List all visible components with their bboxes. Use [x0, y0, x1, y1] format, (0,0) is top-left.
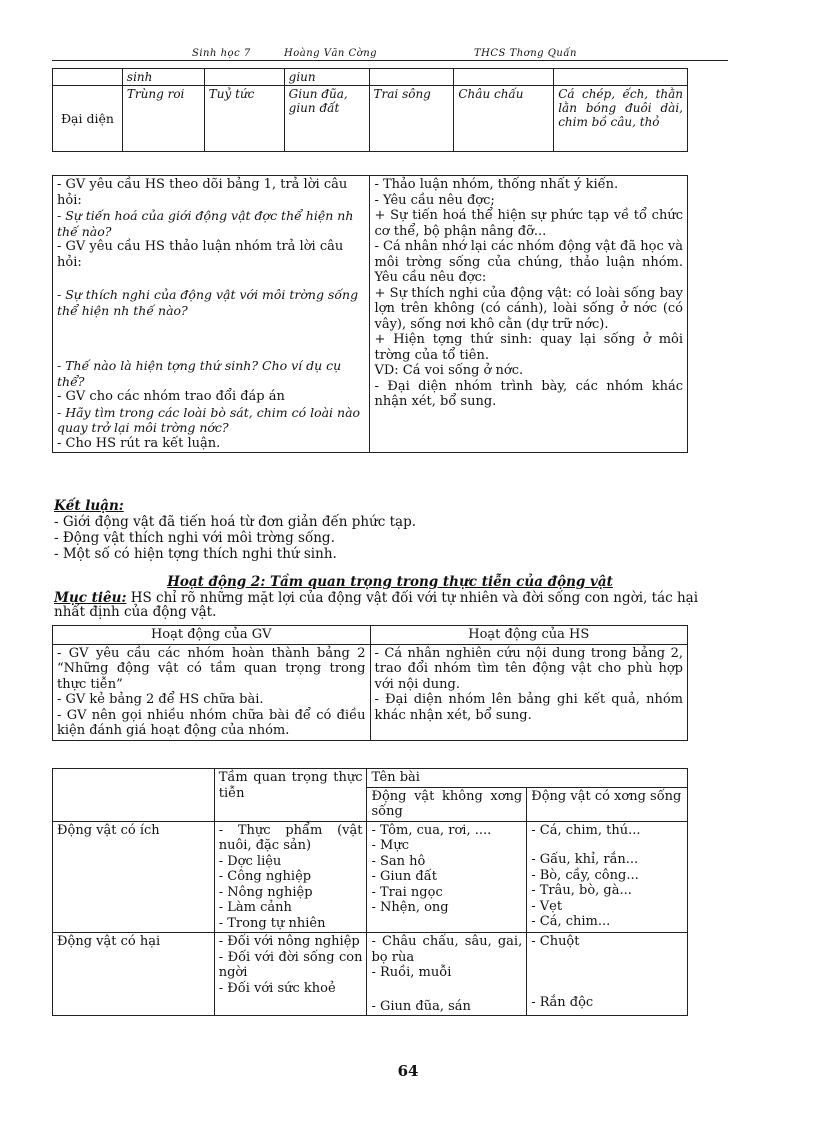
list-item: - Đối với nông nghiệp: [218, 934, 360, 949]
list-item: - Trai ngọc: [371, 884, 443, 900]
list-item: - GV kẻ bảng 2 để HS chữa bài.: [57, 692, 264, 707]
list-item: - Giới động vật đã tiến hoá từ đơn giản đến phức tạp.: [54, 514, 417, 530]
row-label: Động vật có hại: [53, 933, 215, 1016]
list-item: - Đối với đời sống con ngời: [218, 949, 363, 980]
list-item: - Mực: [371, 838, 409, 853]
gv-column: [53, 644, 371, 740]
column-header-hs: Hoạt động của HS: [370, 626, 688, 645]
list-item: - Nông nghiệp: [218, 884, 313, 900]
table-cell: Cá chép, ếch, thằn lằn bóng đuôi dài, chim bồ câu, thỏ: [554, 86, 688, 152]
header-subject: Sinh học 7: [192, 48, 251, 59]
list-item: - Làm cảnh: [218, 900, 292, 915]
table-cell: Trai sông: [369, 86, 454, 152]
list-item: - San hô: [371, 853, 426, 869]
list-item: - Đại diện nhóm lên bảng ghi kết quả, nhóm khác nhận xét, bổ sung.: [374, 692, 683, 723]
list-item: - GV yêu cầu HS thảo luận nhóm trả lời câu hỏi:: [57, 239, 344, 270]
activity2-title: Hoạt động 2: Tầm quan trọng trong thực tiễn của động vật: [167, 574, 613, 590]
list-item: - Rắn độc: [531, 994, 594, 1010]
table-cell: Trùng roi: [122, 86, 204, 152]
list-item: - Công nghiệp: [218, 869, 312, 884]
list-item: - Dợc liệu: [218, 853, 282, 869]
header-author: Hoàng Văn Cờng: [284, 48, 378, 59]
list-item: - Thế nào là hiện tợng thứ sinh? Cho ví dụ cụ thể?: [57, 358, 342, 389]
table-activity1: [52, 175, 688, 453]
page-header: [52, 50, 728, 61]
table-cell: [204, 69, 284, 86]
list-item: - Cho HS rút ra kết luận.: [57, 435, 221, 451]
table-importance: [52, 768, 688, 1016]
list-item: - Thảo luận nhóm, thống nhất ý kiến.: [374, 177, 619, 192]
goal-text: HS chỉ rõ những mặt lợi của động vật đối với tự nhiên và đời sống con ngời, tác hại nhất định của động vật.: [54, 590, 699, 620]
list-item: - Giun đất: [371, 869, 437, 884]
column-header-name: Tên bài: [367, 769, 688, 788]
list-item: VD: Cá voi sống ở nớc.: [374, 363, 524, 378]
list-item: - Vẹt: [531, 898, 563, 914]
list-item: - Cá, chim...: [531, 914, 611, 929]
list-item: - Sự tiến hoá của giới động vật đợc thể hiện nh thế nào?: [57, 208, 354, 239]
column-header-invertebrate: Động vật không xơng sống: [367, 787, 527, 821]
table-cell: [53, 769, 215, 822]
row-label: Đại diện: [53, 86, 123, 152]
list-item: - Chuột: [531, 934, 580, 949]
list-item: - Động vật thích nghi với môi trờng sống.: [54, 530, 335, 546]
hs-column: [370, 644, 688, 740]
goal-section: [54, 591, 722, 619]
list-item: - GV cho các nhóm trao đổi đáp án: [57, 389, 285, 404]
list-item: - Đại diện nhóm trình bày, các nhóm khác nhận xét, bổ sung.: [374, 378, 683, 409]
list-item: - Sự thích nghi của động vật với môi trờng sống thể hiện nh thế nào?: [57, 287, 359, 318]
list-item: - Giun đũa, sán: [371, 998, 471, 1014]
list-item: - Châu chấu, sâu, gai, bọ rùa: [371, 934, 523, 965]
page-number: 64: [397, 1062, 419, 1080]
invertebrate-cell: [367, 821, 527, 933]
table-cell: [369, 69, 454, 86]
table-cell: [53, 69, 123, 86]
list-item: - Cá nhân nghiên cứu nội dung trong bảng 2, trao đổi nhóm tìm tên động vật cho phù hợp với nội dung.: [374, 645, 683, 692]
row-label: Động vật có ích: [53, 821, 215, 933]
list-item: + Sự tiến hoá thể hiện sự phức tạp về tổ chức cơ thể, bộ phận nâng đỡ...: [374, 208, 683, 239]
vertebrate-cell: [527, 821, 688, 933]
table-row: [53, 933, 688, 1016]
conclusion-section: [54, 498, 714, 562]
table-cell: giun: [284, 69, 369, 86]
list-item: - Một số có hiện tợng thích nghi thứ sinh.: [54, 546, 337, 562]
list-item: - GV yêu cầu các nhóm hoàn thành bảng 2 “Những động vật có tầm quan trọng trong thực tiễn”: [57, 645, 366, 692]
list-item: - Yêu cầu nêu đợc;: [374, 192, 495, 208]
list-item: - Cá, chim, thú...: [531, 822, 641, 838]
list-item: - Thực phẩm (vật nuôi, đặc sản): [218, 822, 363, 853]
list-item: + Hiện tợng thứ sinh: quay lại sống ở môi trờng của tổ tiên.: [374, 332, 683, 363]
column-header-importance: Tầm quan trọng thực tiễn: [214, 769, 367, 822]
table-cell: sinh: [122, 69, 204, 86]
list-item: - Đối với sức khoẻ: [218, 980, 336, 996]
list-item: - Trong tự nhiên: [218, 915, 326, 931]
conclusion-title: Kết luận:: [54, 498, 124, 514]
column-header-gv: Hoạt động của GV: [53, 626, 371, 645]
list-item: - Nhện, ong: [371, 900, 449, 915]
vertebrate-cell: [527, 933, 688, 1016]
list-item: - Gấu, khỉ, rắn...: [531, 852, 639, 867]
table-cell: [554, 69, 688, 86]
invertebrate-cell: [367, 933, 527, 1016]
header-school: THCS Thơng Quấn: [474, 48, 577, 59]
table-representatives: [52, 68, 688, 152]
list-item: - Hãy tìm trong các loài bò sát, chim có loài nào quay trở lại môi trờng nớc?: [57, 404, 361, 435]
table-activity2: [52, 625, 688, 741]
list-item: - Tôm, cua, rơi, ....: [371, 822, 492, 838]
list-item: - Bò, cầy, công...: [531, 867, 639, 883]
list-item: - GV yêu cầu HS theo dõi bảng 1, trả lời câu hỏi:: [57, 177, 348, 208]
table-cell: Châu chấu: [454, 86, 554, 152]
importance-cell: [214, 821, 367, 933]
goal-label: Mục tiêu:: [54, 590, 127, 606]
table-cell: [454, 69, 554, 86]
list-item: - Cá nhân nhớ lại các nhóm động vật đã học và môi trờng sống của chúng, thảo luận nhóm. Yêu cầu nêu đợc:: [374, 239, 683, 285]
importance-cell: [214, 933, 367, 1016]
list-item: + Sự thích nghi của động vật: có loài sống bay lợn trên không (có cánh), loài sống ở nớc (có vây), sống nơi khô cằn (dự trữ nớc).: [374, 285, 683, 332]
column-header-vertebrate: Động vật có xơng sống: [527, 787, 688, 821]
table-cell: Giun đũa, giun đất: [284, 86, 369, 152]
gv-column: [53, 176, 370, 453]
table-cell: Tuỷ tức: [204, 86, 284, 152]
list-item: - GV nên gọi nhiều nhóm chữa bài để có điều kiện đánh giá hoạt động của nhóm.: [57, 707, 366, 738]
list-item: - Trâu, bò, gà...: [531, 883, 632, 898]
hs-column: [370, 176, 688, 453]
list-item: - Ruồi, muỗi: [371, 965, 452, 980]
table-row: [53, 821, 688, 933]
